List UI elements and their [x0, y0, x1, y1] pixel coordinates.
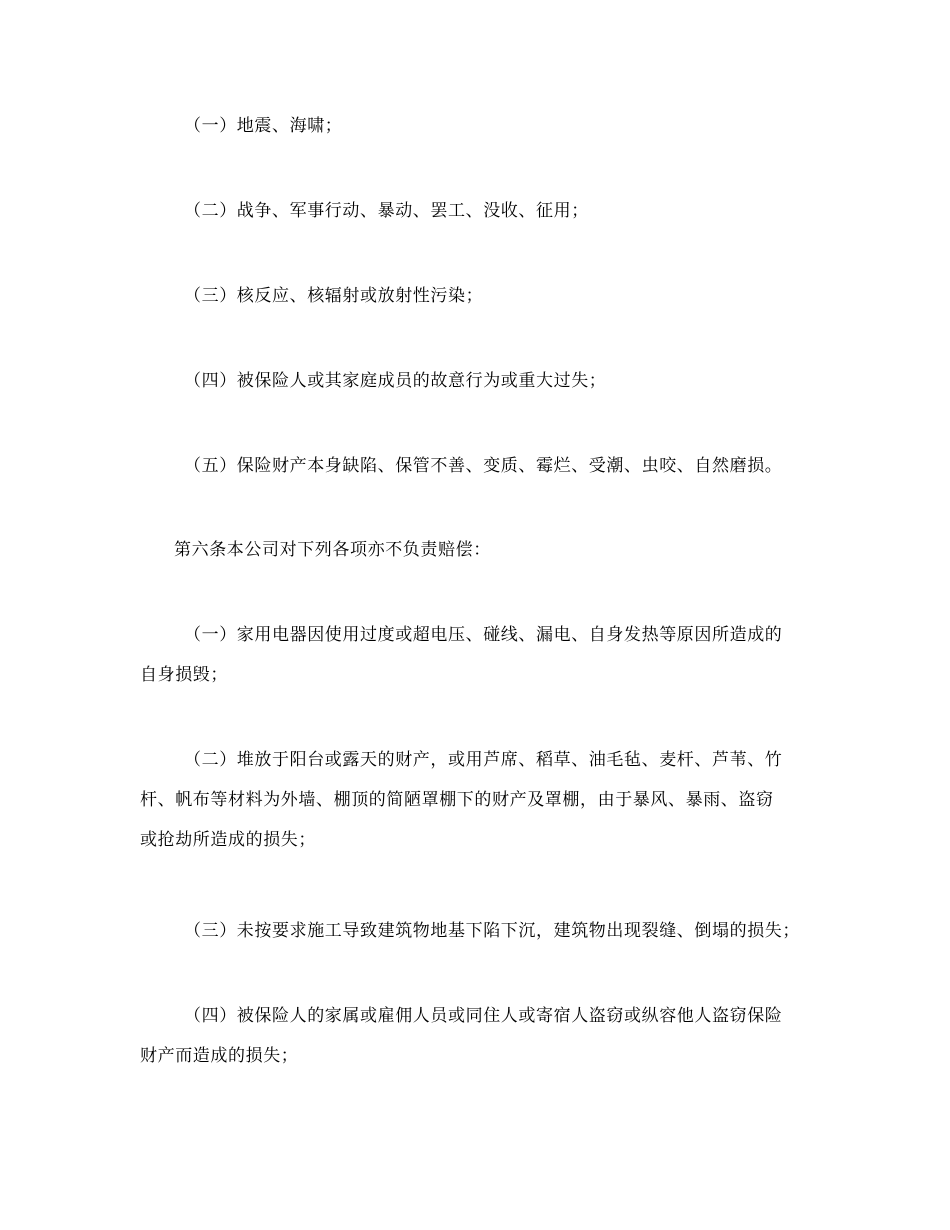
- clause-5-defects: [140, 446, 820, 486]
- article-6-clause-1: [140, 615, 820, 695]
- paragraph-line: （一）家用电器因使用过度或超电压、碰线、漏电、自身发热等原因所造成的: [184, 625, 783, 645]
- paragraph-line: 或抢劫所造成的损失；: [140, 830, 316, 850]
- article-6-clause-3: [140, 911, 820, 951]
- paragraph-line: 杆、帆布等材料为外墙、棚顶的简陋罩棚下的财产及罩棚，由于暴风、暴雨、盗窃: [140, 790, 774, 810]
- clause-1-earthquake: [140, 106, 820, 146]
- paragraph-line: （二）战争、军事行动、暴动、罢工、没收、征用；: [184, 201, 589, 221]
- paragraph-line: 自身损毁；: [140, 665, 228, 685]
- article-6-heading: [140, 530, 820, 570]
- paragraph-line: （五）保险财产本身缺陷、保管不善、变质、霉烂、受潮、虫咬、自然磨损。: [184, 456, 783, 476]
- paragraph-line: 第六条本公司对下列各项亦不负责赔偿：: [174, 540, 491, 560]
- paragraph-line: （一）地震、海啸；: [184, 116, 343, 136]
- clause-2-war: [140, 191, 820, 231]
- clause-4-intentional: [140, 361, 820, 401]
- paragraph-line: （四）被保险人或其家庭成员的故意行为或重大过失；: [184, 371, 607, 391]
- paragraph-line: （二）堆放于阳台或露天的财产，或用芦席、稻草、油毛毡、麦杆、芦苇、竹: [184, 750, 783, 770]
- paragraph-line: （三）未按要求施工导致建筑物地基下陷下沉，建筑物出现裂缝、倒塌的损失；: [184, 921, 800, 941]
- article-6-clause-2: [140, 740, 820, 860]
- clause-3-nuclear: [140, 276, 820, 316]
- paragraph-line: 财产而造成的损失；: [140, 1046, 299, 1066]
- paragraph-line: （三）核反应、核辐射或放射性污染；: [184, 286, 484, 306]
- article-6-clause-4: [140, 996, 820, 1076]
- paragraph-line: （四）被保险人的家属或雇佣人员或同住人或寄宿人盗窃或纵容他人盗窃保险: [184, 1006, 783, 1026]
